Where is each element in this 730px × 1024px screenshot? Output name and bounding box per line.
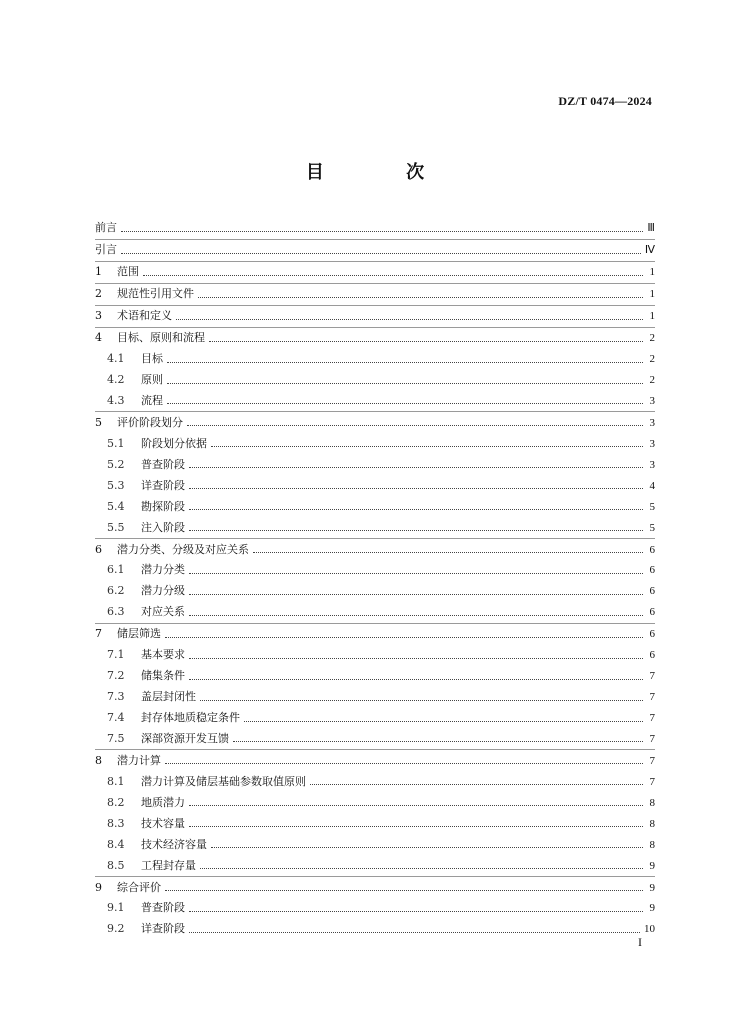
toc-entry-label: 潜力分类	[141, 563, 185, 577]
toc-entry-label: 原则	[141, 373, 163, 387]
toc-entry-label: 普查阶段	[141, 901, 185, 915]
toc-entry-number: 4.1	[107, 352, 125, 366]
toc-entry-number: 5.4	[107, 499, 125, 513]
toc-entry-label: 规范性引用文件	[117, 287, 194, 301]
toc-entry[interactable]	[95, 919, 655, 940]
toc-entry-page: 8	[649, 817, 655, 830]
dot-leader	[310, 784, 643, 785]
toc-entry-number: 1	[95, 265, 102, 279]
toc-entry-number: 5	[95, 415, 102, 429]
table-of-contents	[95, 218, 655, 940]
toc-entry-number: 9	[95, 880, 102, 894]
dot-leader	[200, 868, 643, 869]
toc-entry[interactable]	[95, 261, 655, 283]
toc-entry-number: 5.5	[107, 520, 125, 534]
toc-entry-label: 盖层封闭性	[141, 690, 196, 704]
dot-leader	[189, 467, 643, 468]
toc-entry-number: 4.2	[107, 373, 125, 387]
toc-entry-page: 9	[649, 859, 655, 872]
toc-entry-page: 7	[649, 775, 655, 788]
dot-leader	[209, 341, 643, 342]
toc-entry[interactable]	[95, 645, 655, 666]
toc-entry-page: 2	[649, 332, 655, 345]
dot-leader	[211, 847, 643, 848]
toc-entry[interactable]	[95, 855, 655, 876]
toc-entry-label: 地质潜力	[141, 795, 185, 809]
dot-leader	[167, 362, 643, 363]
toc-entry[interactable]	[95, 218, 655, 239]
toc-entry-label: 引言	[95, 243, 117, 257]
toc-entry-label: 术语和定义	[117, 309, 172, 323]
toc-entry-page: 8	[649, 838, 655, 851]
toc-entry-label: 工程封存量	[141, 858, 196, 872]
toc-entry-number: 7	[95, 627, 102, 641]
toc-entry[interactable]	[95, 496, 655, 517]
toc-entry-number: 6	[95, 542, 102, 556]
toc-entry-number: 5.1	[107, 436, 125, 450]
toc-entry-page: 10	[644, 923, 655, 936]
toc-entry-page: 6	[649, 543, 655, 556]
toc-entry-number: 8.4	[107, 837, 125, 851]
toc-entry-page: 6	[649, 585, 655, 598]
toc-entry-page: 2	[649, 374, 655, 387]
toc-entry[interactable]	[95, 517, 655, 538]
toc-entry[interactable]	[95, 560, 655, 581]
toc-entry-label: 潜力计算	[117, 753, 161, 767]
toc-entry[interactable]	[95, 666, 655, 687]
toc-entry[interactable]	[95, 792, 655, 813]
toc-entry-label: 技术容量	[141, 816, 185, 830]
dot-leader	[244, 721, 643, 722]
dot-leader	[200, 700, 643, 701]
toc-entry-page: 9	[649, 902, 655, 915]
toc-entry-page: 4	[649, 479, 655, 492]
toc-entry-label: 前言	[95, 221, 117, 235]
toc-entry-page: 7	[649, 670, 655, 683]
toc-entry-number: 8.5	[107, 858, 125, 872]
toc-entry-page: 1	[649, 288, 655, 301]
toc-entry-page: 7	[649, 754, 655, 767]
toc-entry-label: 范围	[117, 265, 139, 279]
toc-entry[interactable]	[95, 349, 655, 370]
toc-entry-page: 6	[649, 606, 655, 619]
toc-entry[interactable]	[95, 834, 655, 855]
toc-entry-number: 9.1	[107, 901, 125, 915]
toc-entry-page: 7	[649, 691, 655, 704]
toc-entry-label: 评价阶段划分	[117, 415, 183, 429]
toc-entry-page: 3	[649, 394, 655, 407]
dot-leader	[189, 509, 643, 510]
toc-entry[interactable]	[95, 623, 655, 645]
toc-entry-label: 普查阶段	[141, 457, 185, 471]
toc-entry[interactable]	[95, 538, 655, 560]
page-title: 目 次	[305, 162, 463, 183]
toc-entry-label: 潜力计算及储层基础参数取值原则	[141, 774, 306, 788]
toc-entry-number: 4.3	[107, 393, 125, 407]
toc-entry-label: 对应关系	[141, 605, 185, 619]
toc-entry[interactable]	[95, 305, 655, 327]
toc-entry[interactable]	[95, 898, 655, 919]
toc-entry-number: 6.1	[107, 563, 125, 577]
toc-entry-label: 封存体地质稳定条件	[141, 711, 240, 725]
dot-leader	[198, 297, 643, 298]
toc-entry-page: Ⅲ	[647, 222, 655, 235]
toc-entry[interactable]	[95, 454, 655, 475]
toc-entry-number: 7.4	[107, 711, 125, 725]
dot-leader	[121, 253, 641, 254]
toc-entry-label: 目标	[141, 352, 163, 366]
toc-entry-number: 5.2	[107, 457, 125, 471]
toc-entry-page: 5	[649, 521, 655, 534]
toc-entry-page: 8	[649, 796, 655, 809]
dot-leader	[176, 319, 643, 320]
dot-leader	[165, 763, 643, 764]
toc-entry-page: Ⅳ	[644, 244, 655, 257]
toc-entry-label: 详查阶段	[141, 478, 185, 492]
toc-entry-label: 流程	[141, 393, 163, 407]
dot-leader	[189, 805, 643, 806]
toc-entry-page: 3	[649, 437, 655, 450]
toc-entry-number: 6.2	[107, 584, 125, 598]
toc-entry-number: 7.3	[107, 690, 125, 704]
toc-entry-page: 5	[649, 500, 655, 513]
toc-entry-label: 综合评价	[117, 880, 161, 894]
dot-leader	[189, 826, 643, 827]
dot-leader	[253, 552, 643, 553]
dot-leader	[189, 911, 643, 912]
toc-entry-page: 7	[649, 712, 655, 725]
page-number: I	[638, 935, 642, 949]
dot-leader	[165, 637, 643, 638]
toc-entry[interactable]	[95, 708, 655, 729]
dot-leader	[189, 658, 643, 659]
toc-entry[interactable]	[95, 771, 655, 792]
dot-leader	[211, 446, 643, 447]
toc-entry[interactable]	[95, 327, 655, 349]
toc-entry-number: 8.1	[107, 774, 125, 788]
dot-leader	[189, 573, 643, 574]
toc-entry-number: 7.1	[107, 648, 125, 662]
dot-leader	[187, 425, 643, 426]
dot-leader	[189, 679, 643, 680]
dot-leader	[189, 594, 643, 595]
toc-entry[interactable]	[95, 391, 655, 412]
toc-entry-number: 9.2	[107, 922, 125, 936]
toc-entry-label: 技术经济容量	[141, 837, 207, 851]
toc-entry-label: 基本要求	[141, 648, 185, 662]
toc-entry-label: 目标、原则和流程	[117, 331, 205, 345]
toc-entry-number: 2	[95, 287, 102, 301]
toc-entry[interactable]	[95, 239, 655, 261]
toc-entry-page: 1	[649, 310, 655, 323]
toc-entry[interactable]	[95, 433, 655, 454]
toc-entry-number: 6.3	[107, 605, 125, 619]
dot-leader	[167, 383, 643, 384]
toc-entry-page: 6	[649, 564, 655, 577]
toc-entry[interactable]	[95, 876, 655, 898]
dot-leader	[143, 275, 643, 276]
toc-entry-page: 9	[649, 881, 655, 894]
toc-entry[interactable]	[95, 283, 655, 305]
toc-entry-number: 7.2	[107, 669, 125, 683]
toc-entry[interactable]	[95, 475, 655, 496]
toc-entry-label: 勘探阶段	[141, 499, 185, 513]
toc-entry[interactable]	[95, 749, 655, 771]
dot-leader	[189, 615, 643, 616]
dot-leader	[121, 231, 643, 232]
toc-entry[interactable]	[95, 687, 655, 708]
toc-entry[interactable]	[95, 813, 655, 834]
document-code: DZ/T 0474—2024	[558, 94, 652, 108]
toc-entry-label: 潜力分类、分级及对应关系	[117, 542, 249, 556]
toc-entry-label: 注入阶段	[141, 520, 185, 534]
toc-entry-label: 潜力分级	[141, 584, 185, 598]
toc-entry-number: 8.2	[107, 795, 125, 809]
toc-entry-page: 6	[649, 649, 655, 662]
toc-entry-number: 8	[95, 753, 102, 767]
toc-entry-label: 深部资源开发互馈	[141, 731, 229, 745]
dot-leader	[233, 741, 643, 742]
toc-entry-label: 储层筛选	[117, 627, 161, 641]
toc-entry-number: 3	[95, 309, 102, 323]
toc-entry-page: 2	[649, 353, 655, 366]
toc-entry-label: 详查阶段	[141, 922, 185, 936]
toc-entry-number: 4	[95, 331, 102, 345]
toc-entry-page: 6	[649, 628, 655, 641]
dot-leader	[189, 488, 643, 489]
dot-leader	[167, 403, 643, 404]
dot-leader	[189, 530, 643, 531]
toc-entry-page: 3	[649, 416, 655, 429]
toc-entry-page: 7	[649, 732, 655, 745]
toc-entry-label: 储集条件	[141, 669, 185, 683]
dot-leader	[189, 932, 640, 933]
toc-entry[interactable]	[95, 411, 655, 433]
toc-entry-number: 8.3	[107, 816, 125, 830]
toc-entry[interactable]	[95, 581, 655, 602]
toc-entry-number: 7.5	[107, 731, 125, 745]
toc-entry[interactable]	[95, 729, 655, 750]
toc-entry-label: 阶段划分依据	[141, 436, 207, 450]
toc-entry[interactable]	[95, 370, 655, 391]
toc-entry-page: 1	[649, 266, 655, 279]
toc-entry-page: 3	[649, 458, 655, 471]
toc-entry-number: 5.3	[107, 478, 125, 492]
dot-leader	[165, 890, 643, 891]
toc-entry[interactable]	[95, 602, 655, 623]
